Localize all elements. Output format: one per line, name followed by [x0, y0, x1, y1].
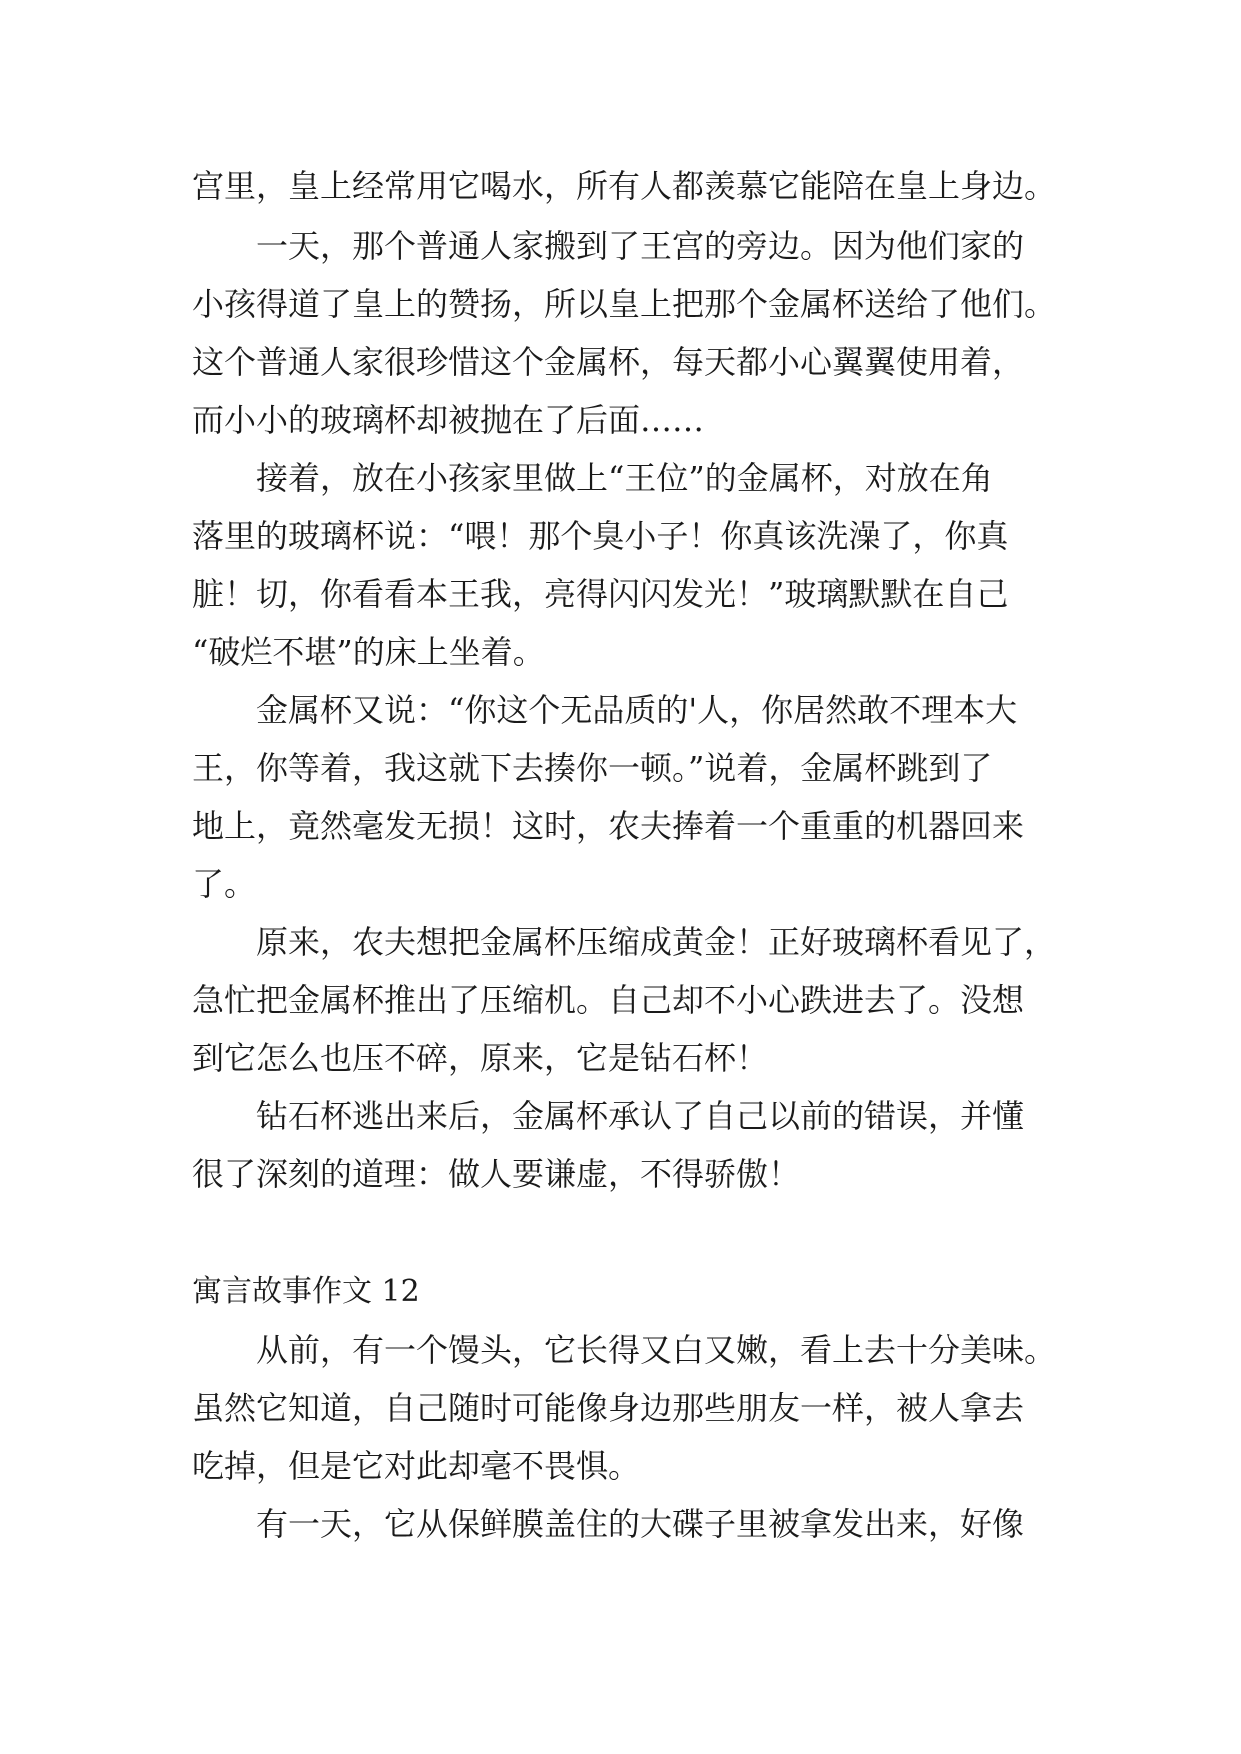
text-line: 急忙把金属杯推出了压缩机。自己却不小心跌进去了。没想: [192, 981, 1025, 1019]
text-line: 而小小的玻璃杯却被抛在了后面……: [192, 401, 705, 439]
paragraph-start-line: 接着，放在小孩家里做上“王位”的金属杯，对放在角: [256, 459, 993, 497]
paragraph-start-line: 钻石杯逃出来后，金属杯承认了自己以前的错误，并懂: [256, 1097, 1025, 1135]
text-line: 虽然它知道，自己随时可能像身边那些朋友一样，被人拿去: [192, 1389, 1025, 1427]
text-line: 落里的玻璃杯说：“喂！那个臭小子！你真该洗澡了，你真: [192, 517, 1009, 555]
paragraph-start-line: 一天，那个普通人家搬到了王宫的旁边。因为他们家的: [256, 227, 1025, 265]
paragraph-start-line: 有一天，它从保鲜膜盖住的大碟子里被拿发出来，好像: [256, 1505, 1025, 1543]
text-line: 到它怎么也压不碎，原来，它是钻石杯！: [192, 1039, 769, 1077]
text-line: 这个普通人家很珍惜这个金属杯，每天都小心翼翼使用着，: [192, 343, 1025, 381]
text-line: “破烂不堪”的床上坐着。: [192, 633, 545, 671]
text-line: 王，你等着，我这就下去揍你一顿。”说着，金属杯跳到了: [192, 749, 993, 787]
text-line: 脏！切，你看看本王我，亮得闪闪发光！”玻璃默默在自己: [192, 575, 1009, 613]
section-heading: 寓言故事作文 12: [192, 1274, 420, 1309]
paragraph-start-line: 原来，农夫想把金属杯压缩成黄金！正好玻璃杯看见了，: [256, 923, 1057, 961]
text-line: 地上，竟然毫发无损！这时，农夫捧着一个重重的机器回来: [192, 807, 1025, 845]
text-line: 了。: [192, 865, 257, 903]
text-line: 很了深刻的道理：做人要谦虚，不得骄傲！: [192, 1155, 801, 1193]
text-line: 小孩得道了皇上的赞扬，所以皇上把那个金属杯送给了他们。: [192, 285, 1057, 323]
text-line: 宫里，皇上经常用它喝水，所有人都羡慕它能陪在皇上身边。: [192, 167, 1057, 205]
paragraph-start-line: 从前，有一个馒头，它长得又白又嫩，看上去十分美味。: [256, 1331, 1057, 1369]
paragraph-start-line: 金属杯又说：“你这个无品质的'人，你居然敢不理本大: [256, 691, 1018, 729]
text-line: 吃掉，但是它对此却毫不畏惧。: [192, 1447, 641, 1485]
